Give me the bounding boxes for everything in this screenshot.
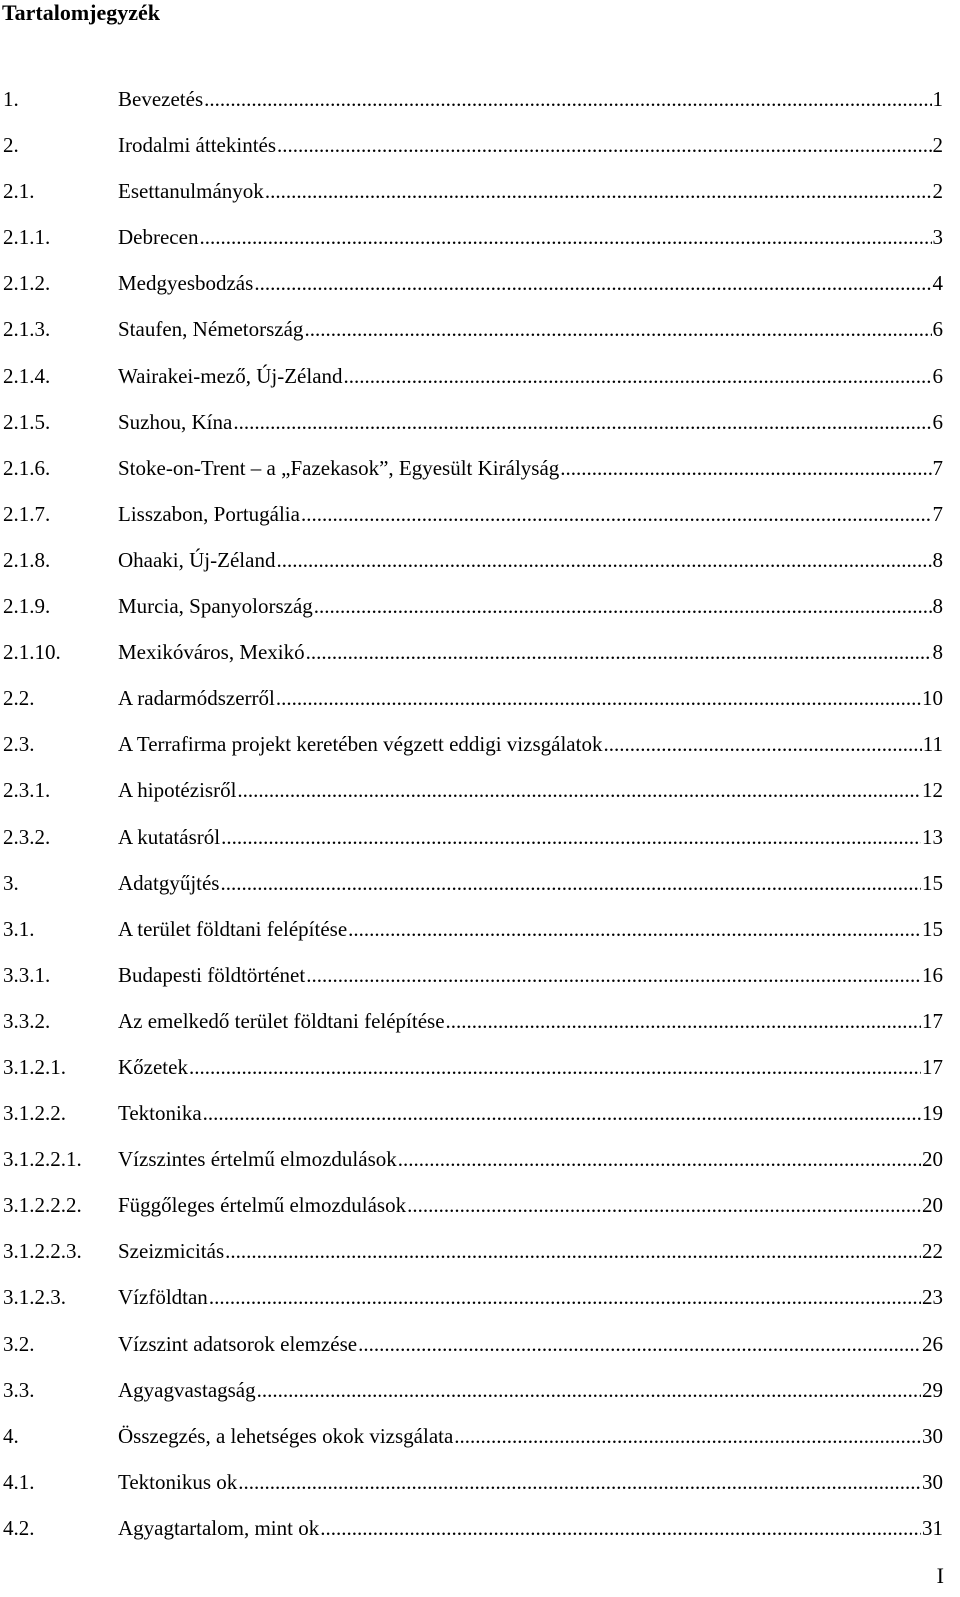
toc-entry-line (118, 871, 943, 895)
toc-entry-line (118, 364, 943, 388)
toc-entry[interactable] (0, 1095, 960, 1141)
toc-entry-line (118, 1332, 943, 1356)
toc-entry-page: 19 (922, 1101, 943, 1126)
toc-entry[interactable] (0, 1141, 960, 1187)
toc-dot-leader (254, 271, 931, 295)
toc-entry[interactable] (0, 634, 960, 680)
toc-entry[interactable] (0, 358, 960, 404)
toc-entry-line (118, 133, 943, 157)
toc-entry-number: 4.2. (3, 1515, 35, 1540)
toc-entry-label: A terület földtani felépítése (118, 916, 348, 941)
toc-entry-page: 6 (932, 363, 943, 388)
table-of-contents (0, 81, 960, 1556)
toc-entry-label: Szeizmicitás (118, 1239, 225, 1264)
toc-entry-number: 3.1.2.2.3. (3, 1239, 82, 1264)
toc-entry-line (118, 1470, 943, 1494)
toc-entry-page: 23 (922, 1285, 943, 1310)
toc-entry-label: Bevezetés (118, 87, 204, 111)
toc-entry-number: 3.3.1. (3, 962, 51, 987)
toc-entry-label: Murcia, Spanyolország (118, 594, 313, 619)
toc-entry-number: 2.3. (3, 732, 35, 757)
toc-entry-page: 8 (932, 594, 943, 619)
toc-dot-leader (257, 1378, 921, 1402)
toc-entry-line (118, 778, 943, 802)
toc-dot-leader (348, 917, 921, 941)
toc-entry-label: A hipotézisről (118, 778, 237, 803)
toc-entry-number: 3.1.2.3. (3, 1285, 66, 1310)
toc-entry-number: 3.1.2.2.2. (3, 1193, 82, 1218)
toc-entry-number: 2.1. (3, 179, 35, 204)
toc-entry-line (118, 963, 943, 987)
toc-dot-leader (306, 963, 921, 987)
toc-entry[interactable] (0, 127, 960, 173)
toc-entry-number: 2.1.7. (3, 501, 51, 526)
toc-dot-leader (237, 778, 921, 802)
toc-entry-label: Vízszintes értelmű elmozdulások (118, 1147, 397, 1172)
toc-dot-leader (209, 1285, 921, 1309)
toc-entry-line (118, 456, 943, 480)
toc-entry-label: Suzhou, Kína (118, 409, 233, 434)
toc-entry-page: 17 (922, 1008, 943, 1033)
toc-dot-leader (221, 825, 921, 849)
toc-entry-label: Irodalmi áttekintés (118, 133, 277, 158)
toc-entry[interactable] (0, 542, 960, 588)
toc-entry-line (118, 917, 943, 941)
toc-entry-line (118, 1193, 943, 1217)
toc-entry-label: Staufen, Németország (118, 317, 304, 342)
toc-entry-number: 2.1.4. (3, 363, 51, 388)
toc-dot-leader (225, 1239, 921, 1263)
toc-entry-label: A kutatásról (118, 824, 221, 849)
toc-entry-number: 3.1. (3, 916, 35, 941)
toc-entry-page: 11 (922, 732, 943, 757)
toc-dot-leader (238, 1470, 921, 1494)
toc-entry[interactable] (0, 219, 960, 265)
toc-entry[interactable] (0, 81, 960, 127)
toc-entry-page: 2 (932, 133, 943, 158)
toc-entry-label: Vízszint adatsorok elemzése (118, 1331, 358, 1356)
toc-entry-line (118, 1239, 943, 1263)
toc-entry-number: 2.1.2. (3, 271, 51, 296)
toc-dot-leader (276, 686, 921, 710)
toc-entry-label: Mexikóváros, Mexikó (118, 640, 305, 665)
toc-dot-leader (454, 1424, 921, 1448)
toc-entry-page: 29 (922, 1377, 943, 1402)
toc-entry-page: 4 (932, 271, 943, 296)
toc-dot-leader (560, 456, 931, 480)
toc-entry-number: 2.1.1. (3, 225, 51, 250)
toc-entry-label: Vízföldtan (118, 1285, 208, 1310)
toc-entry[interactable] (0, 726, 960, 772)
toc-entry-label: A Terrafirma projekt keretében végzett eddigi vizsgálatok (118, 732, 603, 757)
toc-entry-number: 2.3.2. (3, 824, 51, 849)
toc-entry-label: Medgyesbodzás (118, 271, 254, 296)
toc-entry-number: 2.1.8. (3, 547, 51, 572)
toc-entry-line (118, 1101, 943, 1125)
toc-entry-page: 7 (932, 501, 943, 526)
toc-entry[interactable] (0, 173, 960, 219)
toc-entry-number: 3.1.2.2. (3, 1101, 66, 1126)
toc-dot-leader (344, 364, 932, 388)
toc-entry-number: 2.1.9. (3, 594, 51, 619)
toc-entry-line (118, 640, 943, 664)
toc-entry-line (118, 686, 943, 710)
toc-dot-leader (407, 1193, 921, 1217)
toc-entry-number: 3. (3, 870, 19, 895)
toc-entry-number: 3.1.2.1. (3, 1054, 66, 1079)
toc-dot-leader (220, 871, 921, 895)
toc-entry-label: Stoke-on-Trent – a „Fazekasok”, Egyesült Királyság (118, 455, 560, 480)
toc-entry[interactable] (0, 1510, 960, 1556)
toc-entry-number: 3.1.2.2.1. (3, 1147, 82, 1172)
toc-entry-line (118, 502, 943, 526)
toc-entry-line (118, 732, 943, 756)
toc-entry[interactable] (0, 1187, 960, 1233)
toc-dot-leader (603, 732, 921, 756)
toc-dot-leader (265, 179, 932, 203)
toc-entry-number: 3.3.2. (3, 1008, 51, 1033)
toc-entry-line (118, 1009, 943, 1033)
toc-entry-line (118, 825, 943, 849)
toc-entry[interactable] (0, 1326, 960, 1372)
toc-entry-label: Debrecen (118, 225, 199, 250)
toc-entry-label: Tektonikus ok (118, 1469, 238, 1494)
toc-entry-page: 6 (932, 409, 943, 434)
toc-entry-line (118, 87, 943, 111)
toc-entry-page: 8 (932, 547, 943, 572)
toc-dot-leader (204, 87, 931, 111)
toc-entry-page: 17 (922, 1054, 943, 1079)
toc-entry[interactable] (0, 1049, 960, 1095)
toc-entry-line (118, 271, 943, 295)
toc-entry-page: 1 (932, 87, 943, 111)
toc-entry-page: 26 (922, 1331, 943, 1356)
toc-entry-label: Lisszabon, Portugália (118, 501, 300, 526)
toc-entry-number: 2.1.6. (3, 455, 51, 480)
toc-entry-page: 15 (922, 870, 943, 895)
toc-dot-leader (203, 1101, 921, 1125)
toc-entry-page: 22 (922, 1239, 943, 1264)
toc-dot-leader (276, 548, 931, 572)
toc-entry-page: 30 (922, 1469, 943, 1494)
toc-entry-number: 2.1.5. (3, 409, 51, 434)
toc-entry-number: 2.1.10. (3, 640, 61, 665)
toc-entry-line (118, 1147, 943, 1171)
toc-entry[interactable] (0, 1464, 960, 1510)
toc-entry-page: 10 (922, 686, 943, 711)
toc-entry-label: Függőleges értelmű elmozdulások (118, 1193, 407, 1218)
toc-entry[interactable] (0, 1003, 960, 1049)
toc-dot-leader (301, 502, 932, 526)
toc-entry-page: 16 (922, 962, 943, 987)
toc-entry[interactable] (0, 819, 960, 865)
toc-entry-label: Tektonika (118, 1101, 202, 1126)
toc-entry-number: 2.1.3. (3, 317, 51, 342)
toc-entry[interactable] (0, 1279, 960, 1325)
toc-entry[interactable] (0, 865, 960, 911)
toc-entry-label: Az emelkedő terület földtani felépítése (118, 1008, 445, 1033)
toc-dot-leader (233, 410, 931, 434)
toc-entry-line (118, 317, 943, 341)
toc-entry-line (118, 548, 943, 572)
toc-dot-leader (277, 133, 931, 157)
toc-entry-page: 20 (922, 1147, 943, 1172)
toc-entry-line (118, 179, 943, 203)
toc-dot-leader (306, 640, 932, 664)
toc-dot-leader (304, 317, 931, 341)
toc-entry-line (118, 225, 943, 249)
toc-dot-leader (199, 225, 931, 249)
toc-entry-number: 1. (3, 87, 19, 111)
toc-entry[interactable] (0, 911, 960, 957)
toc-entry-page: 13 (922, 824, 943, 849)
toc-entry-page: 15 (922, 916, 943, 941)
toc-entry-label: A radarmódszerről (118, 686, 275, 711)
toc-entry-number: 4. (3, 1423, 19, 1448)
toc-entry-line (118, 1055, 943, 1079)
toc-entry-line (118, 1285, 943, 1309)
toc-entry-line (118, 1516, 943, 1540)
toc-entry-page: 30 (922, 1423, 943, 1448)
toc-entry-label: Kőzetek (118, 1054, 188, 1079)
toc-entry-line (118, 1424, 943, 1448)
toc-entry-number: 2.2. (3, 686, 35, 711)
toc-entry[interactable] (0, 1418, 960, 1464)
toc-entry-label: Esettanulmányok (118, 179, 264, 204)
toc-dot-leader (189, 1055, 921, 1079)
toc-entry[interactable] (0, 311, 960, 357)
toc-entry-number: 2. (3, 133, 19, 158)
toc-entry-number: 3.3. (3, 1377, 35, 1402)
toc-entry-number: 2.3.1. (3, 778, 51, 803)
toc-entry-label: Agyagvastagság (118, 1377, 256, 1402)
toc-entry-label: Budapesti földtörténet (118, 962, 306, 987)
toc-entry-page: 2 (932, 179, 943, 204)
toc-entry[interactable] (0, 404, 960, 450)
toc-dot-leader (398, 1147, 921, 1171)
toc-entry-number: 3.2. (3, 1331, 35, 1356)
toc-dot-leader (320, 1516, 921, 1540)
toc-entry[interactable] (0, 496, 960, 542)
toc-entry-label: Wairakei-mező, Új-Zéland (118, 363, 343, 388)
toc-dot-leader (358, 1332, 921, 1356)
toc-entry[interactable] (0, 772, 960, 818)
page-number: I (936, 1563, 944, 1588)
toc-entry-number: 4.1. (3, 1469, 35, 1494)
toc-entry-line (118, 594, 943, 618)
toc-dot-leader (314, 594, 932, 618)
toc-entry-label: Ohaaki, Új-Zéland (118, 547, 276, 572)
toc-entry[interactable] (0, 265, 960, 311)
toc-entry-label: Összegzés, a lehetséges okok vizsgálata (118, 1423, 454, 1448)
toc-entry[interactable] (0, 957, 960, 1003)
toc-entry-page: 31 (922, 1515, 943, 1540)
toc-entry-label: Adatgyűjtés (118, 870, 220, 895)
toc-entry[interactable] (0, 1372, 960, 1418)
toc-entry-page: 12 (922, 778, 943, 803)
toc-entry[interactable] (0, 588, 960, 634)
toc-dot-leader (446, 1009, 921, 1033)
toc-entry-page: 20 (922, 1193, 943, 1218)
toc-entry-page: 8 (932, 640, 943, 665)
toc-entry[interactable] (0, 680, 960, 726)
toc-entry-label: Agyagtartalom, mint ok (118, 1515, 320, 1540)
toc-entry-page: 3 (932, 225, 943, 250)
toc-entry-page: 7 (932, 455, 943, 480)
toc-entry[interactable] (0, 450, 960, 496)
toc-entry-page: 6 (932, 317, 943, 342)
toc-entry-line (118, 1378, 943, 1402)
toc-entry-line (118, 410, 943, 434)
page-title: Tartalomjegyzék (2, 0, 161, 25)
toc-entry[interactable] (0, 1233, 960, 1279)
